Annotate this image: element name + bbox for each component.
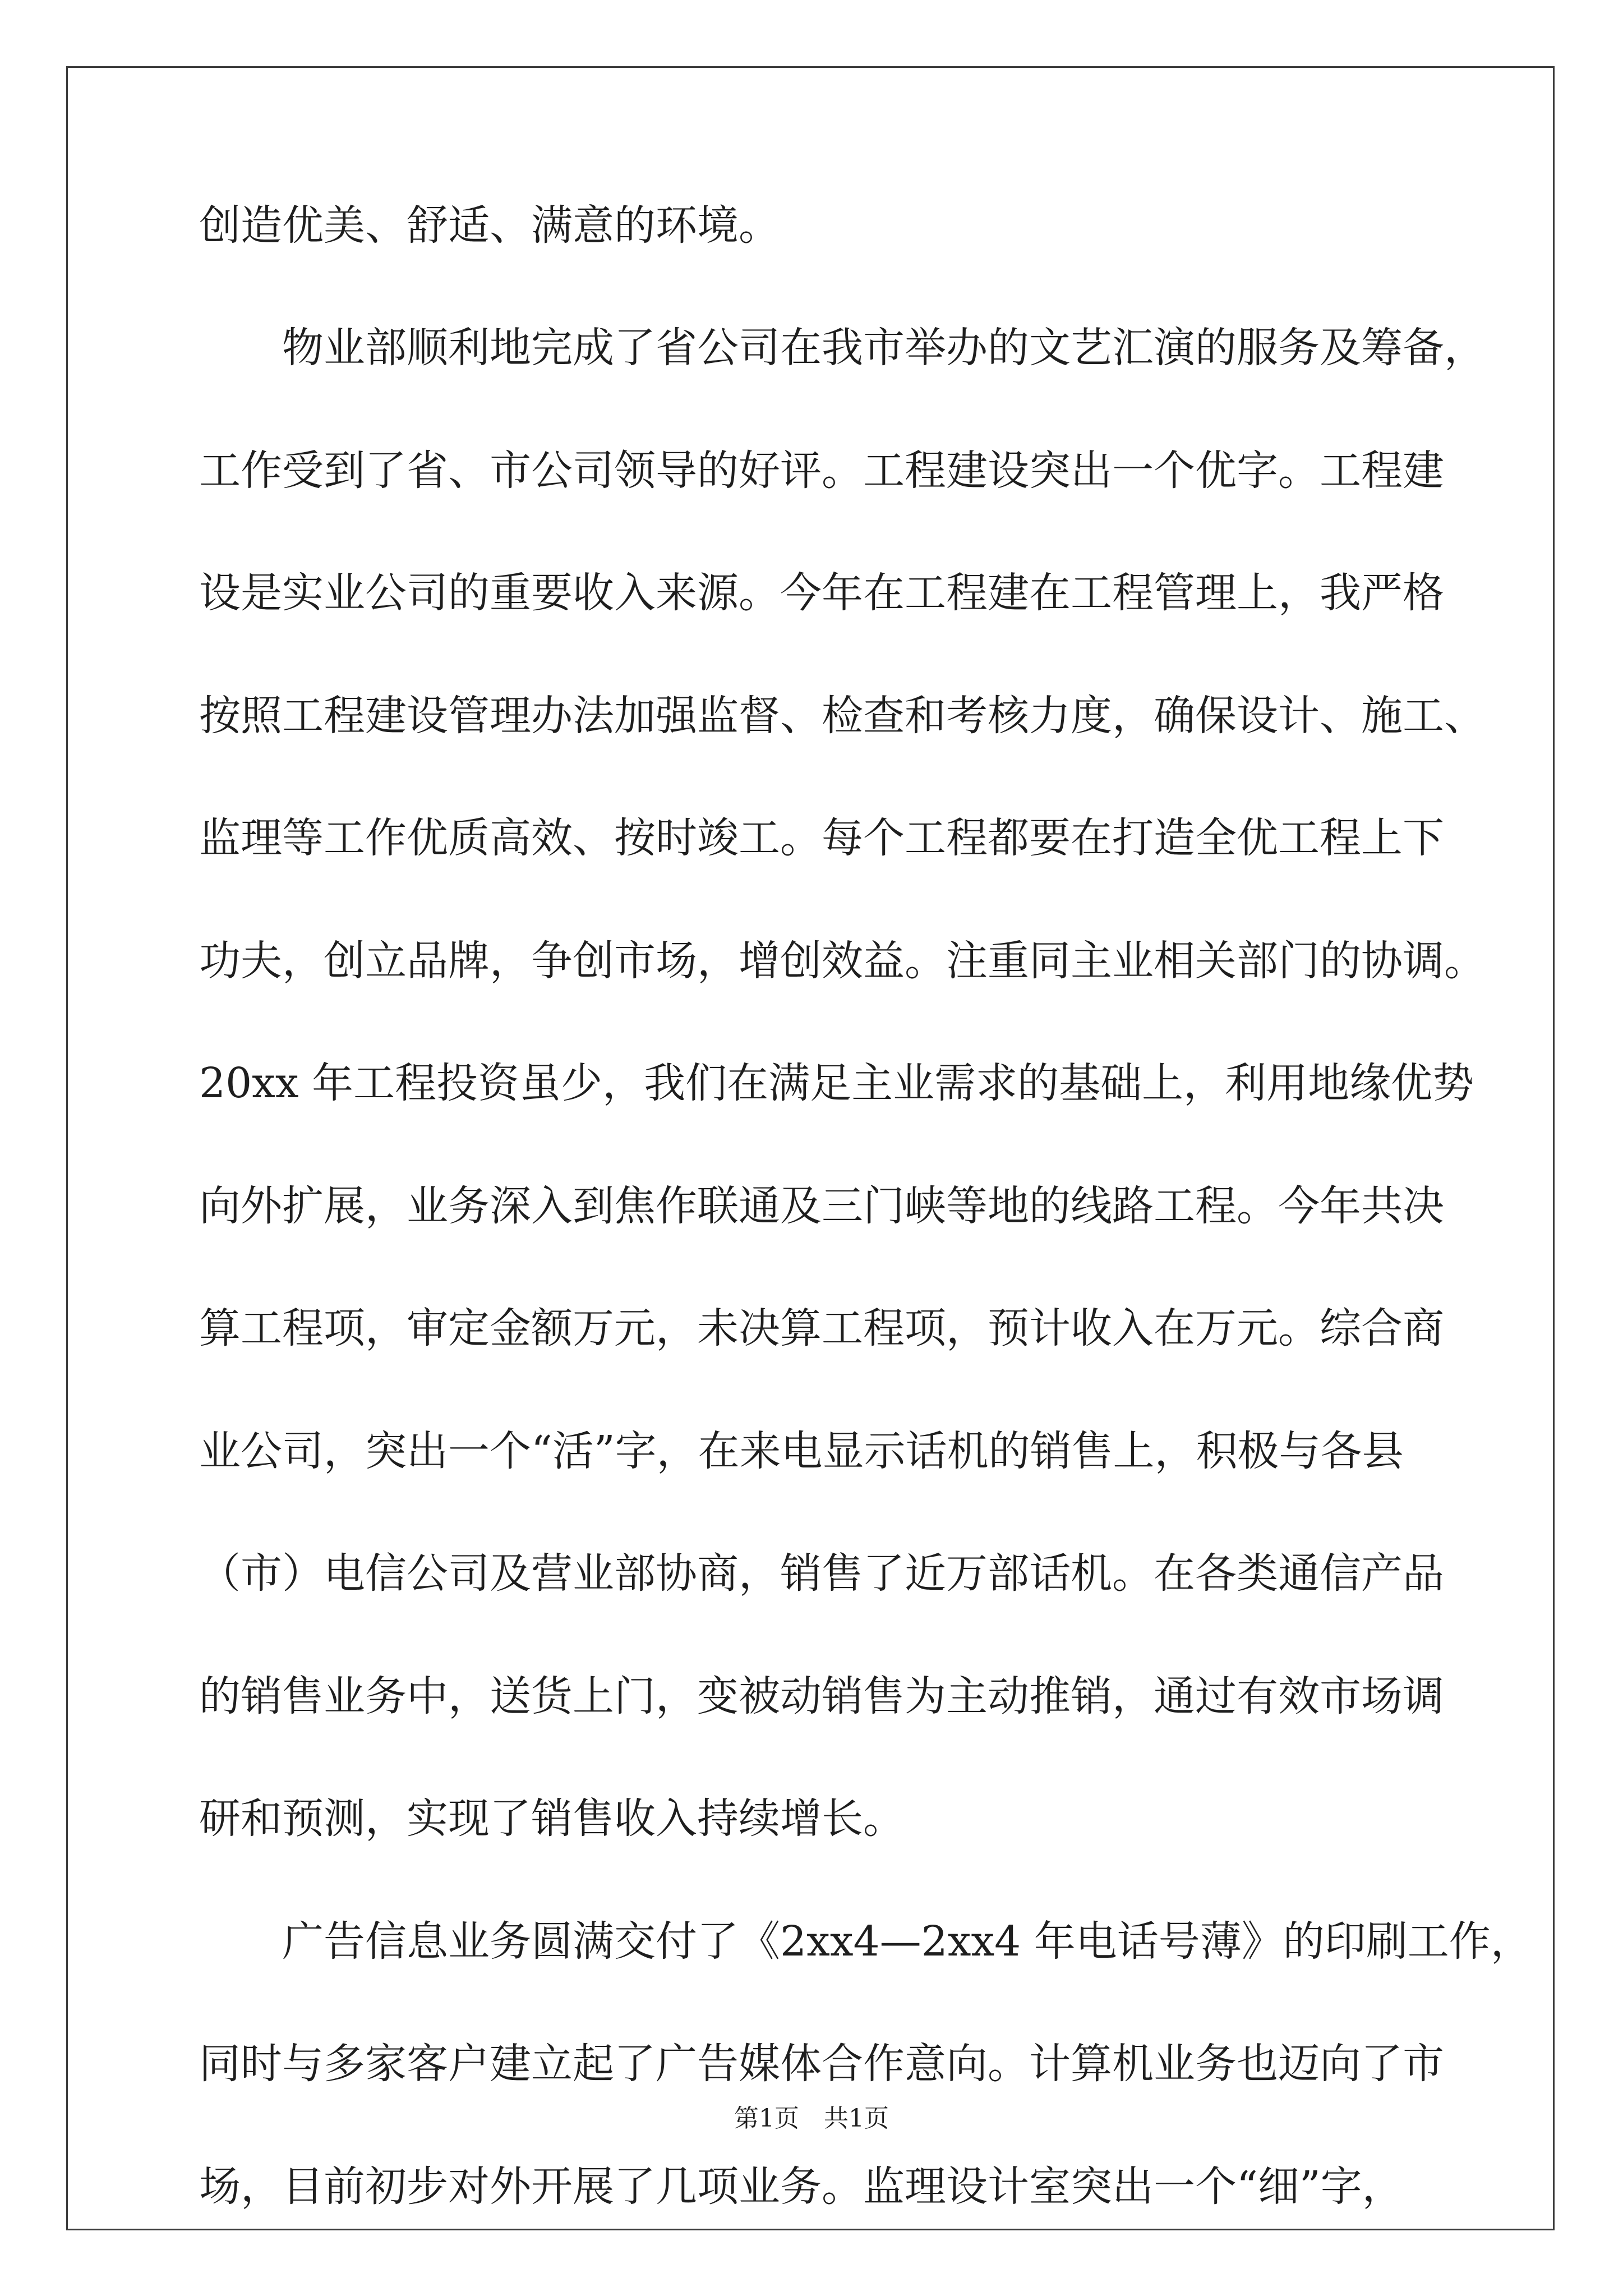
text-line: 研和预测，实现了销售收入持续增长。	[199, 1795, 905, 1843]
text-line: 向外扩展，业务深入到焦作联通及三门峡等地的线路工程。今年共决	[199, 1182, 1444, 1230]
text-line: 业公司，突出一个“活”字，在来电显示话机的销售上，积极与各县	[199, 1427, 1404, 1475]
text-line: 工作受到了省、市公司领导的好评。工程建设突出一个优字。工程建	[199, 447, 1444, 495]
text-line: 按照工程建设管理办法加强监督、检查和考核力度，确保设计、施工、	[199, 692, 1486, 740]
text-line: 设是实业公司的重要收入来源。今年在工程建在工程管理上，我严格	[199, 569, 1444, 617]
text-line: 20xx 年工程投资虽少，我们在满足主业需求的基础上，利用地缘优势	[199, 1059, 1474, 1107]
text-line: 同时与多家客户建立起了广告媒体合作意向。计算机业务也迈向了市	[199, 2040, 1444, 2088]
text-line: 监理等工作优质高效、按时竣工。每个工程都要在打造全优工程上下	[199, 814, 1444, 862]
text-line: 算工程项，审定金额万元，未决算工程项，预计收入在万元。综合商	[199, 1304, 1444, 1352]
text-line: 的销售业务中，送货上门，变被动销售为主动推销，通过有效市场调	[199, 1672, 1444, 1720]
text-line: 场，目前初步对外开展了几项业务。监理设计室突出一个“细”字，	[199, 2162, 1404, 2211]
page-border	[66, 66, 1555, 2230]
text-line: 创造优美、舒适、满意的环境。	[199, 201, 780, 250]
text-line: 广告信息业务圆满交付了《2xx4—2xx4 年电话号薄》的印刷工作，	[199, 1917, 1532, 1966]
page-number: 第1页 共1页	[734, 2104, 889, 2133]
text-line: （市）电信公司及营业部协商，销售了近万部话机。在各类通信产品	[199, 1549, 1444, 1598]
text-line: 物业部顺利地完成了省公司在我市举办的文艺汇演的服务及筹备，	[199, 324, 1486, 372]
text-line: 功夫，创立品牌，争创市场，增创效益。注重同主业相关部门的协调。	[199, 937, 1486, 985]
